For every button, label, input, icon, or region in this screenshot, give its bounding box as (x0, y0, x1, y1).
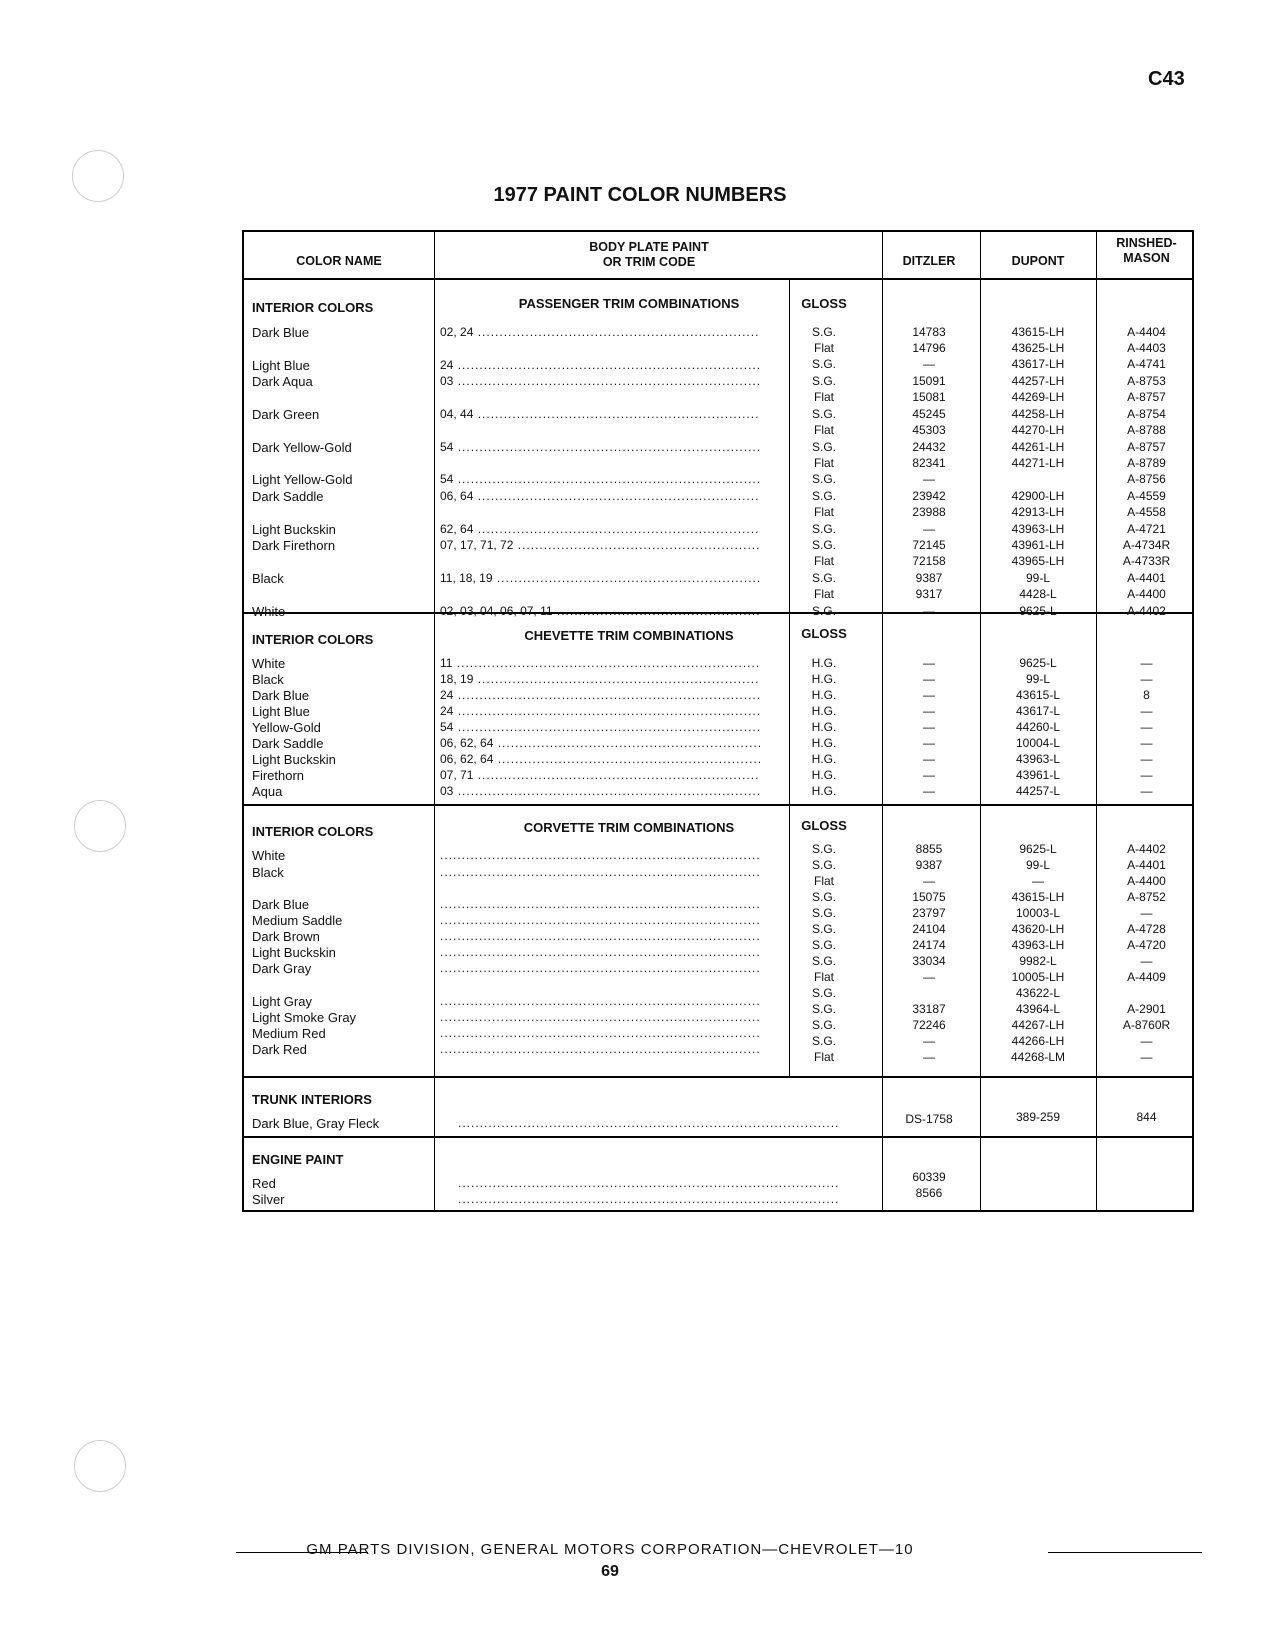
color-name: Black (252, 571, 284, 586)
color-name: Dark Green (252, 407, 320, 422)
rinshed-value: A-4733R (1122, 554, 1171, 568)
dupont-value: 43964-L (1015, 1002, 1061, 1016)
rinshed-value: 8 (1143, 688, 1150, 702)
color-name: Dark Blue (252, 688, 310, 703)
gloss-value: H.G. (811, 720, 837, 734)
color-name: Light Buckskin (252, 945, 336, 960)
gloss-value: S.G. (811, 325, 836, 339)
header-body-plate (434, 240, 864, 270)
gloss-value: S.G. (811, 842, 836, 856)
gloss-value: Flat (813, 1050, 834, 1064)
ditzler-value: 8566 (915, 1186, 943, 1200)
ditzler-value: 24174 (912, 938, 946, 952)
ditzler-value: 15075 (912, 890, 946, 904)
ditzler-value: 14783 (912, 325, 946, 339)
gloss-value: Flat (813, 390, 834, 404)
dupont-value: 4428-L (1019, 587, 1057, 601)
header-rinshed-line2: MASON (1123, 251, 1170, 265)
trim-code (458, 1116, 858, 1130)
ditzler-value: — (923, 970, 935, 984)
dupont-value: 42913-LH (1011, 505, 1065, 519)
gloss-value: S.G. (811, 954, 836, 968)
ditzler-value: 23942 (912, 489, 946, 503)
gloss-value: S.G. (811, 986, 836, 1000)
trim-code (440, 961, 760, 975)
rinshed-value: A-8752 (1127, 890, 1166, 904)
color-name: White (252, 604, 286, 619)
trim-code: 07, 17, 71, 72 ..... (440, 538, 760, 552)
gloss-value: Flat (813, 456, 834, 470)
gloss-value: H.G. (811, 768, 837, 782)
trim-code: 07, 71 ..... (440, 768, 760, 782)
ditzler-value: — (923, 672, 935, 686)
trim-code: 54 ..... (440, 720, 760, 734)
dupont-value: 42900-LH (1011, 489, 1065, 503)
rinshed-value: A-4409 (1127, 970, 1166, 984)
chevette-gloss-header: GLOSS (801, 626, 847, 641)
ditzler-value: — (923, 720, 935, 734)
gloss-value: S.G. (811, 1034, 836, 1048)
color-name: Dark Yellow-Gold (252, 440, 352, 455)
ditzler-value: 72246 (912, 1018, 946, 1032)
trim-code: 06, 62, 64 ..... (440, 752, 760, 766)
color-name: Light Blue (252, 358, 310, 373)
ditzler-value: — (923, 1034, 935, 1048)
corvette-section-subtitle: CORVETTE TRIM COMBINATIONS (523, 820, 735, 835)
dupont-value: 44258-LH (1011, 407, 1065, 421)
dupont-value: 43622-L (1015, 986, 1061, 1000)
dupont-value: 9625-L (1019, 656, 1057, 670)
gloss-value: S.G. (811, 407, 836, 421)
rinshed-value: A-4400 (1127, 587, 1166, 601)
ditzler-value: 82341 (912, 456, 946, 470)
binder-hole-bottom (74, 1440, 126, 1492)
trim-code: 24 ..... (440, 704, 760, 718)
ditzler-value: 9387 (915, 858, 943, 872)
trim-code (440, 994, 760, 1008)
ditzler-value: — (923, 752, 935, 766)
dupont-value: 43965-LH (1011, 554, 1065, 568)
gloss-value: S.G. (811, 522, 836, 536)
dupont-value: 10005-LH (1011, 970, 1065, 984)
rinshed-value: A-8754 (1127, 407, 1166, 421)
rinshed-value: A-4404 (1127, 325, 1166, 339)
color-name: Dark Saddle (252, 489, 324, 504)
dupont-value: 44261-LH (1011, 440, 1065, 454)
rinshed-value: — (1140, 1034, 1153, 1048)
gloss-value: Flat (813, 587, 834, 601)
dupont-value: 44268-LM (1010, 1050, 1066, 1064)
rinshed-value: A-4401 (1127, 858, 1166, 872)
gloss-value: Flat (813, 505, 834, 519)
rinshed-value: A-4402 (1127, 604, 1166, 618)
header-color-name: COLOR NAME (296, 254, 382, 268)
color-name: White (252, 656, 286, 671)
ditzler-value: 72145 (912, 538, 946, 552)
gloss-value: S.G. (811, 858, 836, 872)
ditzler-value: — (923, 472, 935, 486)
chevette-section-subtitle: CHEVETTE TRIM COMBINATIONS (524, 628, 734, 643)
corvette-section-label: INTERIOR COLORS (252, 824, 374, 839)
trim-code (440, 929, 760, 943)
ditzler-value: — (923, 656, 935, 670)
rinshed-value: — (1140, 720, 1153, 734)
header-body-plate-line2: OR TRIM CODE (602, 255, 696, 269)
color-name: Dark Blue, Gray Fleck (252, 1116, 380, 1131)
gloss-value: Flat (813, 874, 834, 888)
dupont-value: 44257-L (1015, 784, 1061, 798)
ditzler-value: 45245 (912, 407, 946, 421)
rinshed-value: A-8760R (1122, 1018, 1171, 1032)
gloss-value: H.G. (811, 656, 837, 670)
rinshed-value: A-4558 (1127, 505, 1166, 519)
dupont-value: 43617-L (1015, 704, 1061, 718)
trim-code: 06, 62, 64 ..... (440, 736, 760, 750)
ditzler-value: DS-1758 (905, 1112, 953, 1126)
dupont-value: 43961-L (1015, 768, 1061, 782)
trim-code: 11, 18, 19 ..... (440, 571, 760, 585)
color-name: Light Gray (252, 994, 312, 1009)
dupont-value: 99-L (1025, 571, 1051, 585)
rinshed-value: — (1140, 1050, 1153, 1064)
color-name: Dark Red (252, 1042, 307, 1057)
dupont-value: 44269-LH (1011, 390, 1065, 404)
gloss-value: H.G. (811, 784, 837, 798)
trim-code: 24 ..... (440, 358, 760, 372)
color-name: Dark Brown (252, 929, 320, 944)
gloss-value: Flat (813, 554, 834, 568)
color-name: Light Yellow-Gold (252, 472, 353, 487)
corvette-gloss-header: GLOSS (801, 818, 847, 833)
ditzler-value: — (923, 357, 935, 371)
color-name: Dark Saddle (252, 736, 324, 751)
dupont-value: 43615-LH (1011, 325, 1065, 339)
ditzler-value: 15091 (912, 374, 946, 388)
section-trunk (244, 1078, 1192, 1138)
dupont-value: 44260-L (1015, 720, 1061, 734)
color-name: Silver (252, 1192, 285, 1207)
gloss-value: S.G. (811, 1002, 836, 1016)
trim-code: 18, 19 ..... (440, 672, 760, 686)
gloss-value: H.G. (811, 688, 837, 702)
ditzler-value: — (923, 768, 935, 782)
gloss-value: S.G. (811, 538, 836, 552)
trim-code: 02, 03, 04, 06, 07, 11 ..... (440, 604, 760, 618)
page-code: C43 (1148, 68, 1185, 90)
gloss-value: S.G. (811, 1018, 836, 1032)
trim-code: 24 ..... (440, 688, 760, 702)
gloss-value: S.G. (811, 938, 836, 952)
gloss-value: H.G. (811, 752, 837, 766)
passenger-section-label: INTERIOR COLORS (252, 300, 374, 315)
dupont-value: 43963-L (1015, 752, 1061, 766)
header-rinshed (1104, 236, 1189, 266)
header-rinshed-line1: RINSHED- (1116, 236, 1177, 250)
gloss-value: Flat (813, 341, 834, 355)
engine-section-label: ENGINE PAINT (252, 1152, 344, 1167)
color-name: Dark Blue (252, 325, 310, 340)
dupont-value: 43617-LH (1011, 357, 1065, 371)
dupont-value: 9625-L (1019, 604, 1057, 618)
section-chevette (244, 614, 1192, 806)
trunk-section-label: TRUNK INTERIORS (252, 1092, 372, 1107)
rinshed-value: — (1140, 672, 1153, 686)
trim-code (440, 1026, 760, 1040)
dupont-value: 9625-L (1019, 842, 1057, 856)
ditzler-value: 45303 (912, 423, 946, 437)
rinshed-value: A-4403 (1127, 341, 1166, 355)
ditzler-value: 33034 (912, 954, 946, 968)
trim-code (458, 1176, 858, 1190)
color-name: Yellow-Gold (252, 720, 321, 735)
gloss-value: S.G. (811, 890, 836, 904)
dupont-value: 43961-LH (1011, 538, 1065, 552)
ditzler-value: — (923, 784, 935, 798)
ditzler-value: 9317 (915, 587, 943, 601)
dupont-value: 44267-LH (1011, 1018, 1065, 1032)
trim-code: 54 ..... (440, 440, 760, 454)
rinshed-value: A-8756 (1127, 472, 1166, 486)
rinshed-value: A-4401 (1127, 571, 1166, 585)
color-name: Dark Aqua (252, 374, 313, 389)
rinshed-value: 844 (1136, 1110, 1157, 1124)
rinshed-value: — (1140, 954, 1153, 968)
rinshed-value: A-4720 (1127, 938, 1166, 952)
rinshed-value: — (1140, 656, 1153, 670)
dupont-value: 44271-LH (1011, 456, 1065, 470)
dupont-value: — (1032, 874, 1044, 888)
page-number: 69 (601, 1563, 619, 1580)
rinshed-value: A-8757 (1127, 440, 1166, 454)
section-engine (244, 1138, 1192, 1210)
gloss-value: H.G. (811, 704, 837, 718)
gloss-value: Flat (813, 423, 834, 437)
trim-code: 11 ..... (440, 656, 760, 670)
header-body-plate-line1: BODY PLATE PAINT (589, 240, 709, 254)
rinshed-value: A-4741 (1127, 357, 1166, 371)
ditzler-value: 15081 (912, 390, 946, 404)
trim-code: 62, 64 ..... (440, 522, 760, 536)
passenger-section-subtitle: PASSENGER TRIM COMBINATIONS (518, 296, 740, 311)
trim-code: 03 ..... (440, 374, 760, 388)
ditzler-value: — (923, 604, 935, 618)
trim-code: 54 ..... (440, 472, 760, 486)
gloss-value: S.G. (811, 604, 836, 618)
rinshed-value: A-2901 (1127, 1002, 1166, 1016)
paint-color-table (242, 230, 1194, 1212)
trim-code (440, 897, 760, 911)
rinshed-value: — (1140, 752, 1153, 766)
dupont-value: 43625-LH (1011, 341, 1065, 355)
color-name: Light Buckskin (252, 752, 336, 767)
color-name: Firethorn (252, 768, 305, 783)
rinshed-value: A-4734R (1122, 538, 1171, 552)
dupont-value: 44266-LH (1011, 1034, 1065, 1048)
footer-text: GM PARTS DIVISION, GENERAL MOTORS CORPORATION—CHEVROLET—10 (306, 1541, 914, 1558)
table-header (244, 232, 1192, 280)
color-name: Dark Firethorn (252, 538, 336, 553)
trim-code (440, 1010, 760, 1024)
dupont-value: 43615-L (1015, 688, 1061, 702)
gloss-value: Flat (813, 970, 834, 984)
dupont-value: 43963-LH (1011, 938, 1065, 952)
trim-code: 03 ..... (440, 784, 760, 798)
color-name: Light Blue (252, 704, 310, 719)
rinshed-value: A-4728 (1127, 922, 1166, 936)
gloss-value: S.G. (811, 906, 836, 920)
ditzler-value: — (923, 688, 935, 702)
dupont-value: 43615-LH (1011, 890, 1065, 904)
trim-code (440, 865, 760, 879)
trim-code (440, 913, 760, 927)
trim-code: 04, 44 ..... (440, 407, 760, 421)
rinshed-value: — (1140, 704, 1153, 718)
gloss-value: S.G. (811, 374, 836, 388)
rinshed-value: A-8753 (1127, 374, 1166, 388)
trim-code: 02, 24 ..... (440, 325, 760, 339)
dupont-value: 389-259 (1015, 1110, 1061, 1124)
ditzler-value: 23797 (912, 906, 946, 920)
dupont-value: 43963-LH (1011, 522, 1065, 536)
section-passenger (244, 280, 1192, 619)
gloss-value: S.G. (811, 472, 836, 486)
dupont-value: 43620-LH (1011, 922, 1065, 936)
chevette-section-label: INTERIOR COLORS (252, 632, 374, 647)
rinshed-value: A-4721 (1127, 522, 1166, 536)
dupont-value: 44270-LH (1011, 423, 1065, 437)
trim-code (440, 945, 760, 959)
ditzler-value: — (923, 522, 935, 536)
ditzler-value: 24432 (912, 440, 946, 454)
trim-code: 06, 64 ..... (440, 489, 760, 503)
color-name: Light Buckskin (252, 522, 336, 537)
ditzler-value: 8855 (915, 842, 943, 856)
ditzler-value: 24104 (912, 922, 946, 936)
rinshed-value: — (1140, 784, 1153, 798)
trim-code (458, 1192, 858, 1206)
trim-code (440, 848, 760, 862)
page-title: 1977 PAINT COLOR NUMBERS (493, 184, 787, 206)
ditzler-value: — (923, 1050, 935, 1064)
gloss-value: S.G. (811, 357, 836, 371)
color-name: Light Smoke Gray (252, 1010, 357, 1025)
color-name: White (252, 848, 286, 863)
color-name: Aqua (252, 784, 283, 799)
color-name: Medium Saddle (252, 913, 343, 928)
rinshed-value: A-4400 (1127, 874, 1166, 888)
dupont-value: 10004-L (1015, 736, 1061, 750)
color-name: Dark Blue (252, 897, 310, 912)
trim-code (440, 1042, 760, 1056)
binder-hole-middle (74, 800, 126, 852)
rinshed-value: — (1140, 736, 1153, 750)
ditzler-value: 14796 (912, 341, 946, 355)
ditzler-value: 9387 (915, 571, 943, 585)
rinshed-value: A-8757 (1127, 390, 1166, 404)
dupont-value: 9982-L (1019, 954, 1057, 968)
dupont-value: 99-L (1025, 858, 1051, 872)
rinshed-value: A-4402 (1127, 842, 1166, 856)
section-corvette (244, 806, 1192, 1078)
dupont-value: 10003-L (1015, 906, 1061, 920)
gloss-value: H.G. (811, 672, 837, 686)
header-dupont: DUPONT (1011, 254, 1065, 268)
ditzler-value: 60339 (912, 1170, 946, 1184)
ditzler-value: 23988 (912, 505, 946, 519)
color-name: Dark Gray (252, 961, 312, 976)
gloss-value: S.G. (811, 571, 836, 585)
ditzler-value: 33187 (912, 1002, 946, 1016)
color-name: Black (252, 865, 284, 880)
header-ditzler: DITZLER (902, 254, 956, 268)
gloss-value: H.G. (811, 736, 837, 750)
dupont-value: 99-L (1025, 672, 1051, 686)
color-name: Red (252, 1176, 276, 1191)
rinshed-value: — (1140, 906, 1153, 920)
color-name: Black (252, 672, 284, 687)
ditzler-value: — (923, 704, 935, 718)
passenger-gloss-header: GLOSS (801, 296, 847, 311)
ditzler-value: — (923, 874, 935, 888)
rinshed-value: — (1140, 768, 1153, 782)
gloss-value: S.G. (811, 489, 836, 503)
rinshed-value: A-8788 (1127, 423, 1166, 437)
ditzler-value: — (923, 736, 935, 750)
gloss-value: S.G. (811, 922, 836, 936)
dupont-value: 44257-LH (1011, 374, 1065, 388)
rinshed-value: A-4559 (1127, 489, 1166, 503)
rinshed-value: A-8789 (1127, 456, 1166, 470)
ditzler-value: 72158 (912, 554, 946, 568)
gloss-value: S.G. (811, 440, 836, 454)
color-name: Medium Red (252, 1026, 326, 1041)
